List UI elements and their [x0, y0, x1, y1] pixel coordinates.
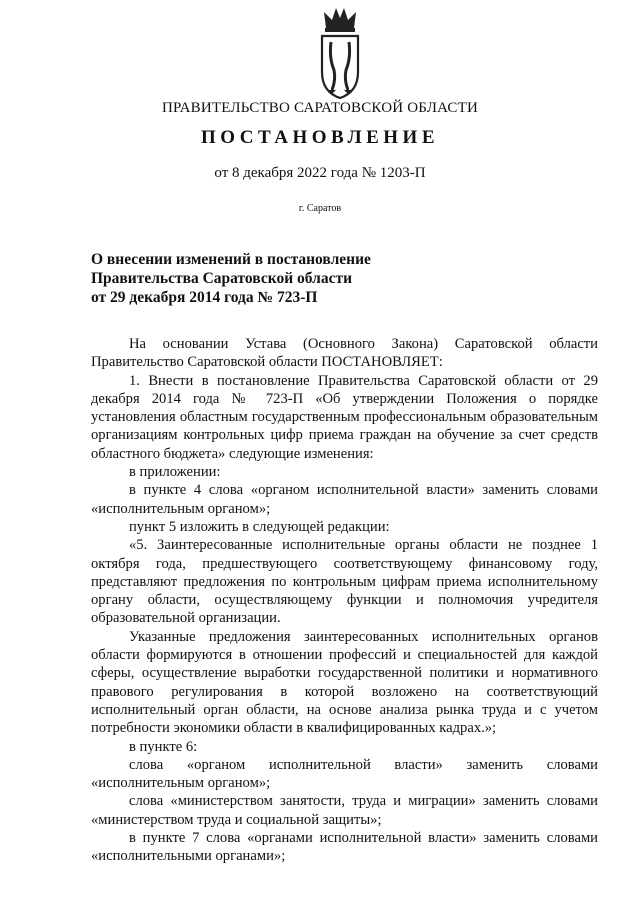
- government-name: ПРАВИТЕЛЬСТВО САРАТОВСКОЙ ОБЛАСТИ: [161, 100, 479, 116]
- paragraph: в пункте 4 слова «органом исполнительной власти» заменить словами «исполнительным органом»;: [91, 482, 598, 517]
- document-body: [91, 335, 598, 866]
- document-date-number: от 8 декабря 2022 года № 1203-П: [214, 165, 426, 181]
- paragraph: Указанные предложения заинтересованных исполнительных органов области формируются в отношении профессий и специальностей для каждой сферы, осуществление выработки государственной политики и нормативного правового регулирования в которой возложено на соответствующий исполнительный орган области, на основе анализа рынка труда и с учетом потребности экономики области в квалифицированных кадрах.»;: [91, 628, 598, 737]
- paragraph: слова «органом исполнительной власти» заменить словами «исполнительным органом»;: [91, 756, 598, 792]
- document-city: г. Саратов: [298, 203, 342, 214]
- paragraph: На основании Устава (Основного Закона) Саратовской области Правительство Саратовской области ПОСТАНОВЛЯЕТ:: [91, 336, 598, 371]
- paragraph: «5. Заинтересованные исполнительные органы области не позднее 1 октября года, предшествующего соответствующему финансовому году, представляют предложения по контрольным цифрам приема исполнительному органу области, осуществляющему функции и полномочия учредителя образовательной организации.: [91, 537, 598, 627]
- paragraph: слова «министерством занятости, труда и миграции» заменить словами «министерством труда и социальной защиты»;: [91, 793, 598, 828]
- paragraph: 1. Внести в постановление Правительства Саратовской области от 29 декабря 2014 года № 723-П «Об утверждении Положения о порядке установления областным государственным профессиональным образовательным организациям контрольных цифр приема граждан на обучение за счет средств областного бюджета» следующие изменения:: [91, 372, 598, 462]
- coat-of-arms-icon: [316, 6, 364, 102]
- subject-line: Правительства Саратовской области: [91, 270, 352, 287]
- paragraph: в пункте 7 слова «органами исполнительной власти» заменить словами «исполнительными органами»;: [91, 830, 598, 865]
- document-type: ПОСТАНОВЛЕНИЕ: [200, 127, 440, 148]
- subject-line: от 29 декабря 2014 года № 723-П: [91, 289, 318, 306]
- subject-line: О внесении изменений в постановление: [91, 251, 371, 268]
- paragraph: пункт 5 изложить в следующей редакции:: [129, 518, 390, 535]
- document-subject: [91, 250, 451, 307]
- paragraph: в приложении:: [129, 464, 221, 481]
- paragraph: в пункте 6:: [129, 738, 198, 755]
